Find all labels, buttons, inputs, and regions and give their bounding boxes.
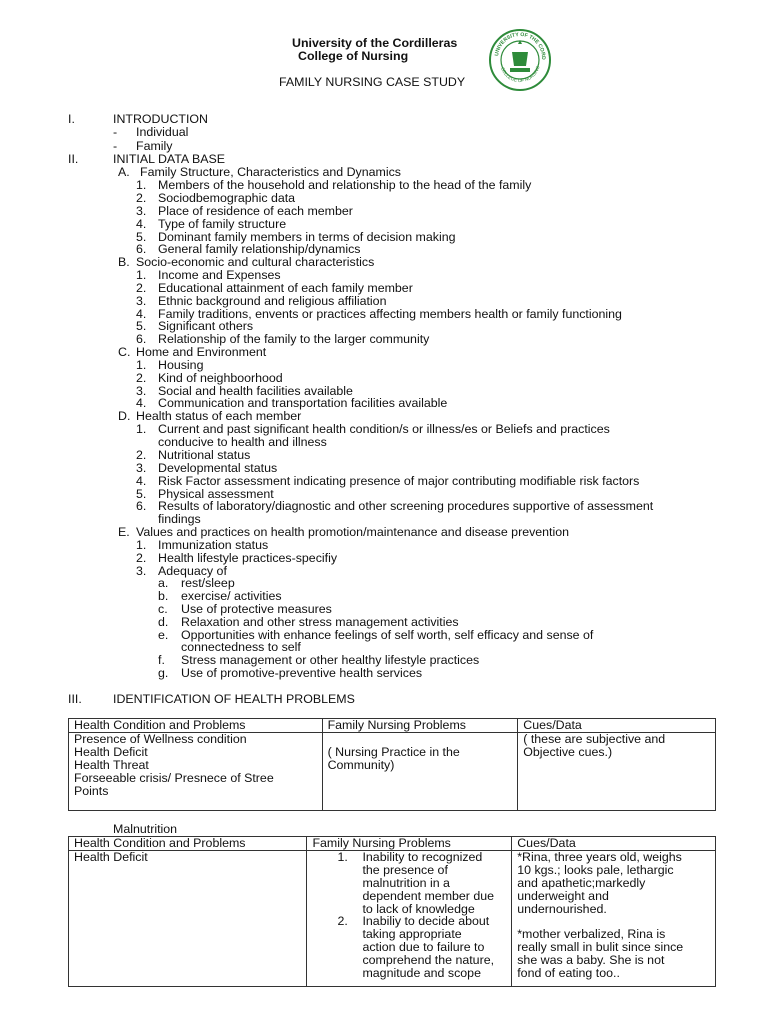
cell-line: 10 kgs.; looks pale, lethargic [517,862,674,877]
section-2-title: INITIAL DATA BASE [113,152,226,166]
list-number: 3. [136,564,147,578]
sub-letter: b. [158,589,169,603]
list-item: Immunization status [158,538,269,552]
table-row [69,732,716,810]
subsection-d-title: Health status of each member [136,409,302,423]
list-item: Dominant family members in terms of decision making [158,230,456,244]
sub-item: Use of protective measures [181,602,332,616]
cell-line: taking appropriate [362,927,462,942]
list-number: 6. [136,332,147,346]
list-item: Adequacy of [158,564,227,578]
list-number: 1. [136,358,147,372]
document-title: FAMILY NURSING CASE STUDY [279,75,466,89]
list-number: 2. [136,551,147,565]
subsection-a-letter: A. [118,165,130,179]
list-item: Developmental status [158,461,278,475]
cell-line: really small in bulit since since [517,940,684,955]
list-item: Nutritional status [158,448,251,462]
cell-line: Health Threat [74,757,149,772]
list-item: Current and past significant health condition/s or illness/es or Beliefs and practices [158,422,610,436]
sub-letter: g. [158,666,169,680]
cell-line: Presence of Wellness condition [74,731,247,746]
list-number: 4. [136,474,147,488]
column-header: Family Nursing Problems [307,837,512,851]
column-header: Family Nursing Problems [322,719,518,733]
column-header: Cues/Data [512,837,716,851]
list-item: Kind of neighboorhood [158,371,283,385]
table-header-row [69,719,716,733]
cell-line: action due to failure to [362,940,485,955]
list-number: 1. [136,268,147,282]
family-nursing-problems-cell [322,732,518,810]
intro-item-family: Family [136,139,173,153]
list-item: Income and Expenses [158,268,281,282]
list-item: Significant others [158,319,254,333]
health-condition-cell [69,732,323,810]
subsection-c-title: Home and Environment [136,345,267,359]
cell-line: magnitude and scope [362,966,481,981]
subsection-b-letter: B. [118,255,130,269]
list-number: 5. [136,319,147,333]
list-number: 4. [136,217,147,231]
subsection-c-letter: C. [118,345,131,359]
list-item: Relationship of the family to the larger community [158,332,430,346]
health-condition-cell: Health Deficit [69,850,307,986]
problem-text [362,851,494,916]
cell-line: ( Nursing Practice in the [327,744,460,759]
list-item: Members of the household and relationship to the head of the family [158,178,532,192]
list-item: Communication and transportation facilities available [158,396,448,410]
table-header-row [69,837,716,851]
cell-line: and apathetic;markedly [517,875,646,890]
sub-item: rest/sleep [181,576,235,590]
cell-line: she was a baby. She is not [517,953,665,968]
section-3-title: IDENTIFICATION OF HEALTH PROBLEMS [113,692,355,706]
subsection-a-title: Family Structure, Characteristics and Dynamics [140,165,401,179]
list-number: 1. [136,178,147,192]
cell-line: Inability to recognized [362,849,483,864]
sub-item: Use of promotive-preventive health services [181,666,423,680]
subsection-d-letter: D. [118,409,131,423]
list-number: 4. [136,396,147,410]
health-problems-table [68,718,716,811]
sub-letter: c. [158,602,168,616]
list-number: 3. [136,384,147,398]
subsection-e-letter: E. [118,525,130,539]
subsection-e-title: Values and practices on health promotion/maintenance and disease prevention [136,525,570,539]
sub-item: Opportunities with enhance feelings of self worth, self efficacy and sense of [181,628,594,642]
list-item: Housing [158,358,204,372]
list-number: 6. [136,242,147,256]
cell-line: to lack of knowledge [362,901,475,916]
cell-line: Inabiliy to decide about [362,914,490,929]
problem-item [312,915,506,980]
list-number: 2. [136,371,147,385]
list-number: 1. [136,422,147,436]
cell-line: Community) [327,757,395,772]
list-item: Family traditions, envents or practices affecting members health or family functioning [158,307,622,321]
sub-letter: d. [158,615,169,629]
list-item-continued: findings [158,512,201,526]
list-number: 2. [136,281,147,295]
svg-text:COLLEGE OF NURSING [500,65,541,83]
cell-line: fond of eating too.. [517,966,620,981]
university-seal-icon [488,22,552,96]
intro-item-individual: Individual [136,125,189,139]
problem-number: 2. [337,914,348,929]
list-number: 2. [136,448,147,462]
list-item: Social and health facilities available [158,384,353,398]
list-number: 3. [136,204,147,218]
table-row [69,850,716,986]
college-name: College of Nursing [298,49,409,63]
list-item: Physical assessment [158,487,274,501]
cell-line: Health Deficit [74,744,148,759]
section-3-number: III. [68,692,82,706]
cell-line: *mother verbalized, Rina is [517,927,666,942]
cell-line: *Rina, three years old, weighs [517,849,682,864]
cell-line: malnutrition in a [362,875,450,890]
column-header: Health Condition and Problems [69,837,307,851]
cues-data-cell [512,850,716,986]
sub-item-continued: connectedness to self [181,640,301,654]
list-number: 3. [136,294,147,308]
list-number: 6. [136,499,147,513]
list-item: Place of residence of each member [158,204,353,218]
column-header: Health Condition and Problems [69,719,323,733]
blank-line [328,733,513,746]
list-number: 5. [136,487,147,501]
list-item: Risk Factor assessment indicating presence of major contributing modifiable risk factors [158,474,640,488]
cues-data-cell [518,732,716,810]
sub-item: exercise/ activities [181,589,282,603]
problem-text [362,915,494,980]
seal-text-bottom: COLLEGE OF NURSING [499,65,541,84]
family-nursing-problems-cell [307,850,512,986]
list-dash: - [113,139,118,153]
list-number: 5. [136,230,147,244]
list-item: General family relationship/dynamics [158,242,361,256]
cell-line: undernourished. [517,901,607,916]
table-caption: Malnutrition [113,822,178,836]
subsection-b-title: Socio-economic and cultural characteristics [136,255,375,269]
sub-letter: f. [158,653,165,667]
section-1-number: I. [68,112,75,126]
cell-line: Objective cues.) [523,744,613,759]
university-name: University of the Cordilleras [292,36,458,50]
sub-item: Stress management or other healthy lifestyle practices [181,653,480,667]
sub-item: Relaxation and other stress management activities [181,615,459,629]
list-number: 2. [136,191,147,205]
section-1-title: INTRODUCTION [113,112,208,126]
sub-letter: a. [158,576,169,590]
cell-line: ( these are subjective and [523,731,666,746]
problem-item [312,851,506,916]
seal-text-top: UNIVERSITY OF THE CORD [494,31,547,60]
list-item: Ethnic background and religious affiliation [158,294,387,308]
problem-number: 1. [337,849,348,864]
sub-letter: e. [158,628,169,642]
section-2-number: II. [68,152,79,166]
cell-line: Forseeable crisis/ Presnece of Stree [74,770,274,785]
cell-line: comprehend the nature, [362,953,495,968]
list-item: Educational attainment of each family member [158,281,413,295]
list-dash: - [113,125,118,139]
list-item: Sociodbemographic data [158,191,296,205]
malnutrition-table [68,836,716,987]
cell-line: the presence of [362,862,448,877]
list-number: 4. [136,307,147,321]
cell-line: dependent member due [362,888,495,903]
list-number: 3. [136,461,147,475]
list-item-continued: conducive to health and illness [158,435,327,449]
list-item: Health lifestyle practices-specifiy [158,551,338,565]
column-header: Cues/Data [518,719,716,733]
list-item: Type of family structure [158,217,287,231]
list-item: Results of laboratory/diagnostic and other screening procedures supportive of assessment [158,499,654,513]
cell-line: underweight and [517,888,609,903]
list-number: 1. [136,538,147,552]
cell-line: Points [74,783,109,798]
